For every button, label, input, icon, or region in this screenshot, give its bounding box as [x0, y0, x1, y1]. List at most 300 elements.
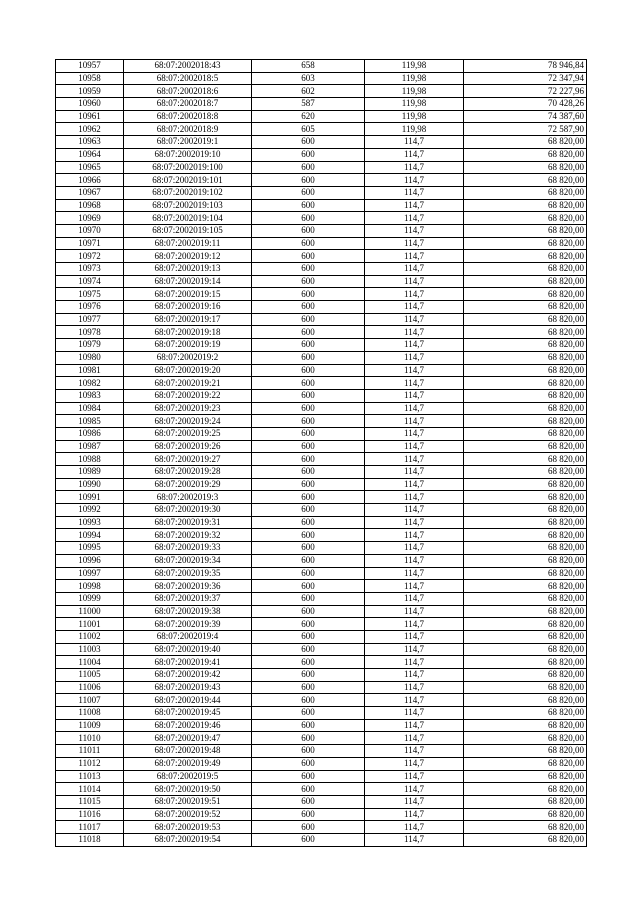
area-cell: 600	[252, 389, 365, 402]
sum-cell: 68 820,00	[464, 757, 587, 770]
row-number-cell: 11016	[56, 808, 124, 821]
sum-cell: 68 820,00	[464, 415, 587, 428]
cadastral-number-cell: 68:07:2002019:36	[124, 580, 252, 593]
row-number-cell: 11001	[56, 618, 124, 631]
row-number-cell: 10972	[56, 250, 124, 263]
sum-cell: 68 820,00	[464, 199, 587, 212]
area-cell: 600	[252, 757, 365, 770]
area-cell: 600	[252, 212, 365, 225]
area-cell: 600	[252, 529, 365, 542]
cadastral-number-cell: 68:07:2002019:103	[124, 199, 252, 212]
row-number-cell: 10974	[56, 275, 124, 288]
area-cell: 600	[252, 833, 365, 846]
price-cell: 114,7	[365, 224, 464, 237]
sum-cell: 68 820,00	[464, 301, 587, 314]
area-cell: 600	[252, 224, 365, 237]
price-cell: 114,7	[365, 148, 464, 161]
row-number-cell: 10960	[56, 98, 124, 111]
area-cell: 600	[252, 656, 365, 669]
cadastral-number-cell: 68:07:2002019:21	[124, 377, 252, 390]
row-number-cell: 10983	[56, 389, 124, 402]
area-cell: 600	[252, 402, 365, 415]
price-cell: 114,7	[365, 326, 464, 339]
area-cell: 600	[252, 770, 365, 783]
row-number-cell: 10962	[56, 123, 124, 136]
area-cell: 600	[252, 542, 365, 555]
price-cell: 114,7	[365, 199, 464, 212]
area-cell: 620	[252, 110, 365, 123]
area-cell: 603	[252, 72, 365, 85]
table-row	[56, 110, 587, 123]
sum-cell: 68 820,00	[464, 453, 587, 466]
sum-cell: 68 820,00	[464, 351, 587, 364]
cadastral-number-cell: 68:07:2002019:104	[124, 212, 252, 225]
price-cell: 114,7	[365, 643, 464, 656]
table-row	[56, 757, 587, 770]
table-row	[56, 542, 587, 555]
area-cell: 600	[252, 174, 365, 187]
sum-cell: 68 820,00	[464, 313, 587, 326]
row-number-cell: 10957	[56, 60, 124, 73]
cadastral-number-cell: 68:07:2002019:19	[124, 339, 252, 352]
table-row	[56, 605, 587, 618]
cadastral-number-cell: 68:07:2002019:20	[124, 364, 252, 377]
row-number-cell: 10973	[56, 263, 124, 276]
sum-cell: 74 387,60	[464, 110, 587, 123]
price-cell: 114,7	[365, 478, 464, 491]
area-cell: 600	[252, 795, 365, 808]
row-number-cell: 11011	[56, 745, 124, 758]
price-cell: 114,7	[365, 529, 464, 542]
cadastral-number-cell: 68:07:2002019:15	[124, 288, 252, 301]
cadastral-number-cell: 68:07:2002019:105	[124, 224, 252, 237]
table-row	[56, 263, 587, 276]
cadastral-number-cell: 68:07:2002019:1	[124, 136, 252, 149]
cadastral-number-cell: 68:07:2002019:38	[124, 605, 252, 618]
cadastral-number-cell: 68:07:2002018:5	[124, 72, 252, 85]
row-number-cell: 10988	[56, 453, 124, 466]
cadastral-number-cell: 68:07:2002019:26	[124, 440, 252, 453]
sum-cell: 68 820,00	[464, 669, 587, 682]
sum-cell: 68 820,00	[464, 605, 587, 618]
cadastral-number-cell: 68:07:2002019:34	[124, 554, 252, 567]
price-cell: 114,7	[365, 618, 464, 631]
price-cell: 114,7	[365, 174, 464, 187]
table-row	[56, 466, 587, 479]
table-row	[56, 313, 587, 326]
row-number-cell: 11015	[56, 795, 124, 808]
table-row	[56, 669, 587, 682]
area-cell: 600	[252, 440, 365, 453]
row-number-cell: 11004	[56, 656, 124, 669]
area-cell: 600	[252, 707, 365, 720]
price-cell: 114,7	[365, 263, 464, 276]
area-cell: 600	[252, 237, 365, 250]
sum-cell: 68 820,00	[464, 732, 587, 745]
table-row	[56, 237, 587, 250]
sum-cell: 68 820,00	[464, 212, 587, 225]
sum-cell: 68 820,00	[464, 643, 587, 656]
row-number-cell: 11007	[56, 694, 124, 707]
price-cell: 114,7	[365, 136, 464, 149]
table-row	[56, 821, 587, 834]
area-cell: 600	[252, 821, 365, 834]
row-number-cell: 11014	[56, 783, 124, 796]
area-cell: 600	[252, 326, 365, 339]
price-cell: 114,7	[365, 250, 464, 263]
table-row	[56, 161, 587, 174]
sum-cell: 68 820,00	[464, 542, 587, 555]
area-cell: 600	[252, 427, 365, 440]
cadastral-number-cell: 68:07:2002019:53	[124, 821, 252, 834]
row-number-cell: 10978	[56, 326, 124, 339]
area-cell: 600	[252, 263, 365, 276]
sum-cell: 68 820,00	[464, 326, 587, 339]
table-row	[56, 707, 587, 720]
area-cell: 600	[252, 783, 365, 796]
row-number-cell: 10997	[56, 567, 124, 580]
cadastral-number-cell: 68:07:2002019:10	[124, 148, 252, 161]
row-number-cell: 10982	[56, 377, 124, 390]
row-number-cell: 11013	[56, 770, 124, 783]
cadastral-number-cell: 68:07:2002019:13	[124, 263, 252, 276]
row-number-cell: 10984	[56, 402, 124, 415]
cadastral-number-cell: 68:07:2002019:22	[124, 389, 252, 402]
price-cell: 114,7	[365, 681, 464, 694]
cadastral-number-cell: 68:07:2002019:100	[124, 161, 252, 174]
sum-cell: 68 820,00	[464, 745, 587, 758]
price-cell: 114,7	[365, 821, 464, 834]
table-row	[56, 377, 587, 390]
row-number-cell: 10981	[56, 364, 124, 377]
row-number-cell: 10980	[56, 351, 124, 364]
cadastral-number-cell: 68:07:2002018:8	[124, 110, 252, 123]
table-row	[56, 630, 587, 643]
row-number-cell: 10976	[56, 301, 124, 314]
cadastral-number-cell: 68:07:2002019:14	[124, 275, 252, 288]
sum-cell: 68 820,00	[464, 630, 587, 643]
row-number-cell: 10993	[56, 516, 124, 529]
table-row	[56, 60, 587, 73]
cadastral-number-cell: 68:07:2002019:51	[124, 795, 252, 808]
sum-cell: 68 820,00	[464, 466, 587, 479]
sum-cell: 68 820,00	[464, 656, 587, 669]
sum-cell: 68 820,00	[464, 427, 587, 440]
price-cell: 114,7	[365, 542, 464, 555]
price-cell: 114,7	[365, 656, 464, 669]
area-cell: 600	[252, 504, 365, 517]
cadastral-number-cell: 68:07:2002019:37	[124, 592, 252, 605]
area-cell: 602	[252, 85, 365, 98]
row-number-cell: 10961	[56, 110, 124, 123]
price-cell: 114,7	[365, 605, 464, 618]
row-number-cell: 10975	[56, 288, 124, 301]
row-number-cell: 11003	[56, 643, 124, 656]
sum-cell: 68 820,00	[464, 161, 587, 174]
cadastral-number-cell: 68:07:2002019:28	[124, 466, 252, 479]
row-number-cell: 10990	[56, 478, 124, 491]
row-number-cell: 10992	[56, 504, 124, 517]
sum-cell: 68 820,00	[464, 339, 587, 352]
row-number-cell: 10995	[56, 542, 124, 555]
area-cell: 600	[252, 630, 365, 643]
row-number-cell: 10966	[56, 174, 124, 187]
cadastral-number-cell: 68:07:2002019:46	[124, 719, 252, 732]
table-row	[56, 148, 587, 161]
area-cell: 600	[252, 186, 365, 199]
price-cell: 119,98	[365, 110, 464, 123]
table-row	[56, 402, 587, 415]
price-cell: 114,7	[365, 707, 464, 720]
table-row	[56, 580, 587, 593]
table-row	[56, 833, 587, 846]
cadastral-number-cell: 68:07:2002019:31	[124, 516, 252, 529]
cadastral-number-cell: 68:07:2002019:44	[124, 694, 252, 707]
table-row	[56, 186, 587, 199]
cadastral-number-cell: 68:07:2002019:32	[124, 529, 252, 542]
area-cell: 600	[252, 491, 365, 504]
sum-cell: 68 820,00	[464, 263, 587, 276]
row-number-cell: 10977	[56, 313, 124, 326]
price-cell: 114,7	[365, 516, 464, 529]
area-cell: 600	[252, 681, 365, 694]
cadastral-number-cell: 68:07:2002018:9	[124, 123, 252, 136]
area-cell: 600	[252, 415, 365, 428]
sum-cell: 68 820,00	[464, 808, 587, 821]
table-row	[56, 250, 587, 263]
area-cell: 600	[252, 250, 365, 263]
table-row	[56, 516, 587, 529]
price-cell: 114,7	[365, 795, 464, 808]
area-cell: 600	[252, 618, 365, 631]
row-number-cell: 11009	[56, 719, 124, 732]
cadastral-number-cell: 68:07:2002019:11	[124, 237, 252, 250]
price-cell: 114,7	[365, 491, 464, 504]
price-cell: 114,7	[365, 453, 464, 466]
sum-cell: 68 820,00	[464, 288, 587, 301]
table-row	[56, 478, 587, 491]
sum-cell: 72 587,90	[464, 123, 587, 136]
table-row	[56, 427, 587, 440]
sum-cell: 68 820,00	[464, 681, 587, 694]
cadastral-number-cell: 68:07:2002019:17	[124, 313, 252, 326]
sum-cell: 68 820,00	[464, 174, 587, 187]
row-number-cell: 11008	[56, 707, 124, 720]
price-cell: 114,7	[365, 745, 464, 758]
row-number-cell: 10958	[56, 72, 124, 85]
sum-cell: 68 820,00	[464, 148, 587, 161]
cadastral-number-cell: 68:07:2002019:101	[124, 174, 252, 187]
price-cell: 114,7	[365, 770, 464, 783]
cadastral-number-cell: 68:07:2002019:24	[124, 415, 252, 428]
price-cell: 114,7	[365, 415, 464, 428]
table-row	[56, 656, 587, 669]
price-cell: 114,7	[365, 808, 464, 821]
table-row	[56, 618, 587, 631]
area-cell: 600	[252, 148, 365, 161]
row-number-cell: 10996	[56, 554, 124, 567]
area-cell: 600	[252, 136, 365, 149]
price-cell: 119,98	[365, 85, 464, 98]
price-cell: 114,7	[365, 288, 464, 301]
table-row	[56, 719, 587, 732]
cadastral-number-cell: 68:07:2002019:42	[124, 669, 252, 682]
price-cell: 119,98	[365, 60, 464, 73]
table-row	[56, 453, 587, 466]
price-cell: 114,7	[365, 466, 464, 479]
table-row	[56, 491, 587, 504]
sum-cell: 68 820,00	[464, 795, 587, 808]
price-cell: 114,7	[365, 694, 464, 707]
cadastral-number-cell: 68:07:2002019:47	[124, 732, 252, 745]
sum-cell: 68 820,00	[464, 783, 587, 796]
sum-cell: 68 820,00	[464, 250, 587, 263]
area-cell: 600	[252, 732, 365, 745]
table-row	[56, 643, 587, 656]
sum-cell: 68 820,00	[464, 529, 587, 542]
row-number-cell: 10963	[56, 136, 124, 149]
price-cell: 114,7	[365, 351, 464, 364]
table-row	[56, 732, 587, 745]
sum-cell: 68 820,00	[464, 567, 587, 580]
table-row	[56, 326, 587, 339]
price-cell: 114,7	[365, 504, 464, 517]
table-row	[56, 795, 587, 808]
cadastral-number-cell: 68:07:2002019:50	[124, 783, 252, 796]
sum-cell: 68 820,00	[464, 275, 587, 288]
cadastral-number-cell: 68:07:2002019:3	[124, 491, 252, 504]
row-number-cell: 10969	[56, 212, 124, 225]
row-number-cell: 10964	[56, 148, 124, 161]
row-number-cell: 10998	[56, 580, 124, 593]
cadastral-number-cell: 68:07:2002018:7	[124, 98, 252, 111]
table-row	[56, 745, 587, 758]
sum-cell: 68 820,00	[464, 389, 587, 402]
row-number-cell: 10967	[56, 186, 124, 199]
cadastral-number-cell: 68:07:2002019:49	[124, 757, 252, 770]
price-cell: 114,7	[365, 301, 464, 314]
sum-cell: 68 820,00	[464, 478, 587, 491]
cadastral-number-cell: 68:07:2002019:54	[124, 833, 252, 846]
price-cell: 114,7	[365, 592, 464, 605]
area-cell: 600	[252, 364, 365, 377]
sum-cell: 68 820,00	[464, 237, 587, 250]
area-cell: 600	[252, 580, 365, 593]
sum-cell: 68 820,00	[464, 833, 587, 846]
price-cell: 114,7	[365, 669, 464, 682]
area-cell: 600	[252, 351, 365, 364]
row-number-cell: 10979	[56, 339, 124, 352]
row-number-cell: 10986	[56, 427, 124, 440]
table-row	[56, 212, 587, 225]
area-cell: 600	[252, 453, 365, 466]
cadastral-number-cell: 68:07:2002019:16	[124, 301, 252, 314]
area-cell: 600	[252, 745, 365, 758]
price-cell: 114,7	[365, 427, 464, 440]
price-cell: 114,7	[365, 630, 464, 643]
cadastral-number-cell: 68:07:2002019:4	[124, 630, 252, 643]
area-cell: 600	[252, 199, 365, 212]
sum-cell: 68 820,00	[464, 580, 587, 593]
table-body	[56, 60, 587, 847]
table-row	[56, 288, 587, 301]
area-cell: 600	[252, 808, 365, 821]
table-row	[56, 592, 587, 605]
table-row	[56, 275, 587, 288]
area-cell: 600	[252, 694, 365, 707]
sum-cell: 68 820,00	[464, 618, 587, 631]
row-number-cell: 10999	[56, 592, 124, 605]
sum-cell: 68 820,00	[464, 821, 587, 834]
area-cell: 600	[252, 554, 365, 567]
row-number-cell: 11018	[56, 833, 124, 846]
row-number-cell: 11000	[56, 605, 124, 618]
table-row	[56, 72, 587, 85]
price-cell: 114,7	[365, 237, 464, 250]
cadastral-number-cell: 68:07:2002019:45	[124, 707, 252, 720]
sum-cell: 68 820,00	[464, 440, 587, 453]
row-number-cell: 10959	[56, 85, 124, 98]
row-number-cell: 10968	[56, 199, 124, 212]
area-cell: 600	[252, 466, 365, 479]
cadastral-number-cell: 68:07:2002019:2	[124, 351, 252, 364]
cadastral-number-cell: 68:07:2002019:5	[124, 770, 252, 783]
price-cell: 114,7	[365, 554, 464, 567]
sum-cell: 68 820,00	[464, 554, 587, 567]
row-number-cell: 10991	[56, 491, 124, 504]
table-row	[56, 85, 587, 98]
price-cell: 114,7	[365, 440, 464, 453]
area-cell: 600	[252, 313, 365, 326]
price-cell: 114,7	[365, 313, 464, 326]
cadastral-number-cell: 68:07:2002019:18	[124, 326, 252, 339]
sum-cell: 68 820,00	[464, 719, 587, 732]
price-cell: 114,7	[365, 275, 464, 288]
row-number-cell: 10994	[56, 529, 124, 542]
table-row	[56, 681, 587, 694]
area-cell: 600	[252, 719, 365, 732]
price-cell: 114,7	[365, 364, 464, 377]
sum-cell: 68 820,00	[464, 136, 587, 149]
price-cell: 114,7	[365, 732, 464, 745]
sum-cell: 68 820,00	[464, 402, 587, 415]
price-cell: 114,7	[365, 339, 464, 352]
table-row	[56, 770, 587, 783]
row-number-cell: 10989	[56, 466, 124, 479]
price-cell: 114,7	[365, 402, 464, 415]
table-row	[56, 440, 587, 453]
cadastral-number-cell: 68:07:2002019:39	[124, 618, 252, 631]
table-row	[56, 136, 587, 149]
price-cell: 114,7	[365, 161, 464, 174]
cadastral-number-cell: 68:07:2002019:30	[124, 504, 252, 517]
table-row	[56, 224, 587, 237]
area-cell: 600	[252, 605, 365, 618]
area-cell: 600	[252, 478, 365, 491]
row-number-cell: 11002	[56, 630, 124, 643]
cadastral-number-cell: 68:07:2002019:33	[124, 542, 252, 555]
price-cell: 114,7	[365, 212, 464, 225]
row-number-cell: 11012	[56, 757, 124, 770]
area-cell: 600	[252, 516, 365, 529]
area-cell: 600	[252, 288, 365, 301]
price-cell: 114,7	[365, 783, 464, 796]
table-row	[56, 415, 587, 428]
table-row	[56, 567, 587, 580]
row-number-cell: 10965	[56, 161, 124, 174]
area-cell: 587	[252, 98, 365, 111]
price-cell: 119,98	[365, 123, 464, 136]
